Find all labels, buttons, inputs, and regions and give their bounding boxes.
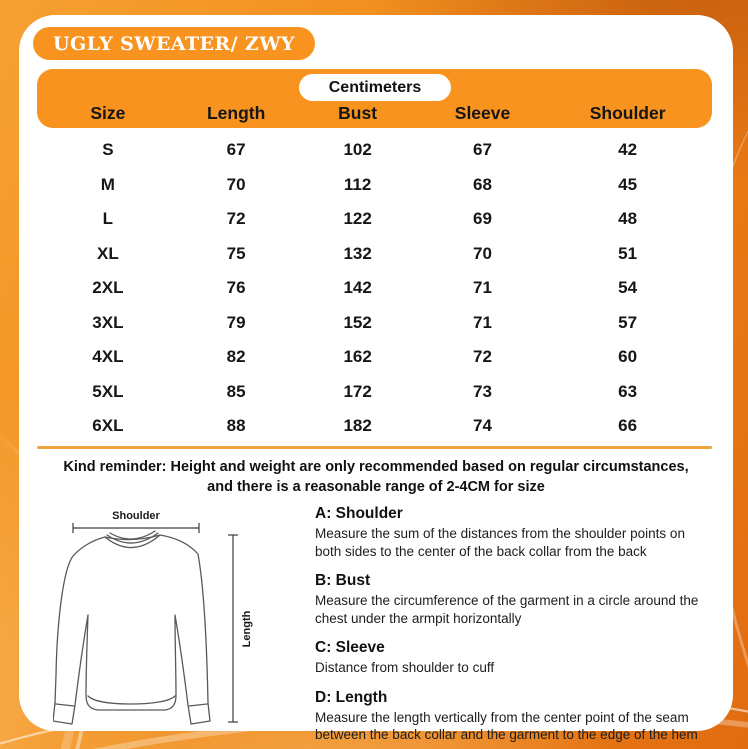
sweater-outline — [53, 531, 210, 724]
table-row — [37, 271, 712, 306]
value-cell: 82 — [226, 347, 246, 367]
length-label: Length — [241, 610, 253, 648]
value-cell: 70 — [226, 174, 246, 194]
value-cell: 69 — [473, 209, 492, 229]
measure-desc: Measure the circumference of the garment in a circle around the chest under the armpit horizontally — [315, 593, 699, 626]
value-cell: 75 — [226, 243, 246, 263]
measurement-item — [315, 572, 717, 627]
value-cell: 45 — [618, 174, 638, 194]
size-cell: 5XL — [92, 381, 124, 401]
measure-desc: Measure the length vertically from the center point of the seam between the back collar and the garment to the edge of the hem — [315, 709, 698, 743]
value-cell: 72 — [226, 209, 246, 229]
value-cell: 60 — [618, 347, 638, 367]
column-header: Bust — [338, 102, 378, 123]
value-cell: 162 — [343, 347, 372, 367]
measurement-descriptions — [315, 505, 717, 749]
measure-desc: Measure the sum of the distances from the shoulder points on both sides to the center of the back collar from the back — [315, 526, 685, 559]
value-cell: 172 — [343, 381, 372, 401]
measure-title: A: Shoulder — [315, 505, 403, 522]
measure-title: C: Sleeve — [315, 639, 385, 657]
value-cell: 79 — [226, 312, 246, 332]
length-measure-line — [228, 535, 238, 722]
value-cell: 112 — [343, 174, 372, 194]
column-header: Size — [90, 102, 126, 123]
value-cell: 76 — [226, 278, 246, 298]
value-cell: 71 — [473, 312, 492, 332]
value-cell: 132 — [343, 243, 372, 263]
shoulder-measure-line — [73, 523, 199, 533]
measure-title: B: Bust — [315, 572, 371, 590]
table-row — [37, 375, 712, 410]
size-cell: L — [102, 209, 114, 229]
table-row — [37, 409, 712, 444]
table-row — [37, 202, 712, 237]
value-cell: 54 — [618, 278, 638, 298]
measurement-item — [315, 505, 717, 560]
value-cell: 63 — [618, 381, 638, 401]
value-cell: 67 — [226, 140, 246, 160]
column-header: Length — [206, 102, 266, 123]
value-cell: 88 — [226, 416, 246, 436]
reminder-line-2: and there is a reasonable range of 2-4CM for size — [207, 479, 545, 495]
value-cell: 102 — [343, 140, 372, 160]
size-cell: XL — [97, 243, 119, 263]
value-cell: 51 — [618, 243, 638, 263]
table-row — [37, 237, 712, 272]
size-cell: 6XL — [92, 416, 124, 436]
value-cell: 42 — [618, 140, 638, 160]
value-cell: 67 — [473, 140, 492, 160]
column-header: Sleeve — [454, 102, 511, 123]
measure-desc: Distance from shoulder to cuff — [315, 660, 495, 676]
value-cell: 68 — [473, 174, 492, 194]
size-cell: 4XL — [92, 347, 124, 367]
value-cell: 122 — [343, 209, 372, 229]
reminder-line-1: Kind reminder: Height and weight are only recommended based on regular circumstances, — [63, 459, 689, 475]
unit-pill: Centimeters — [299, 74, 451, 101]
size-cell: S — [102, 140, 114, 160]
value-cell: 152 — [343, 312, 372, 332]
kind-reminder-text — [19, 457, 733, 497]
table-column-headers — [37, 101, 712, 125]
table-row — [37, 306, 712, 341]
value-cell: 48 — [618, 209, 638, 229]
product-title-badge: UGLY SWEATER/ ZWY — [33, 27, 315, 60]
value-cell: 71 — [473, 278, 492, 298]
divider-line — [37, 446, 712, 449]
measurement-item — [315, 639, 717, 677]
size-cell: 3XL — [92, 312, 124, 332]
value-cell: 73 — [473, 381, 492, 401]
value-cell: 72 — [473, 347, 492, 367]
measure-title: D: Length — [315, 688, 388, 706]
size-cell: M — [100, 174, 115, 194]
value-cell: 85 — [226, 381, 246, 401]
value-cell: 57 — [618, 312, 638, 332]
table-row — [37, 340, 712, 375]
sweater-measurement-diagram — [53, 503, 265, 741]
content-card — [19, 15, 733, 743]
column-header: Shoulder — [589, 102, 666, 123]
value-cell: 70 — [473, 243, 492, 263]
measurement-item — [315, 689, 717, 744]
table-row — [37, 133, 712, 168]
value-cell: 142 — [343, 278, 372, 298]
value-cell: 66 — [618, 416, 638, 436]
shoulder-label: Shoulder — [112, 510, 160, 522]
size-table-body — [37, 133, 712, 444]
value-cell: 74 — [473, 416, 492, 436]
value-cell: 182 — [343, 416, 372, 436]
size-cell: 2XL — [92, 278, 124, 298]
table-row — [37, 168, 712, 203]
